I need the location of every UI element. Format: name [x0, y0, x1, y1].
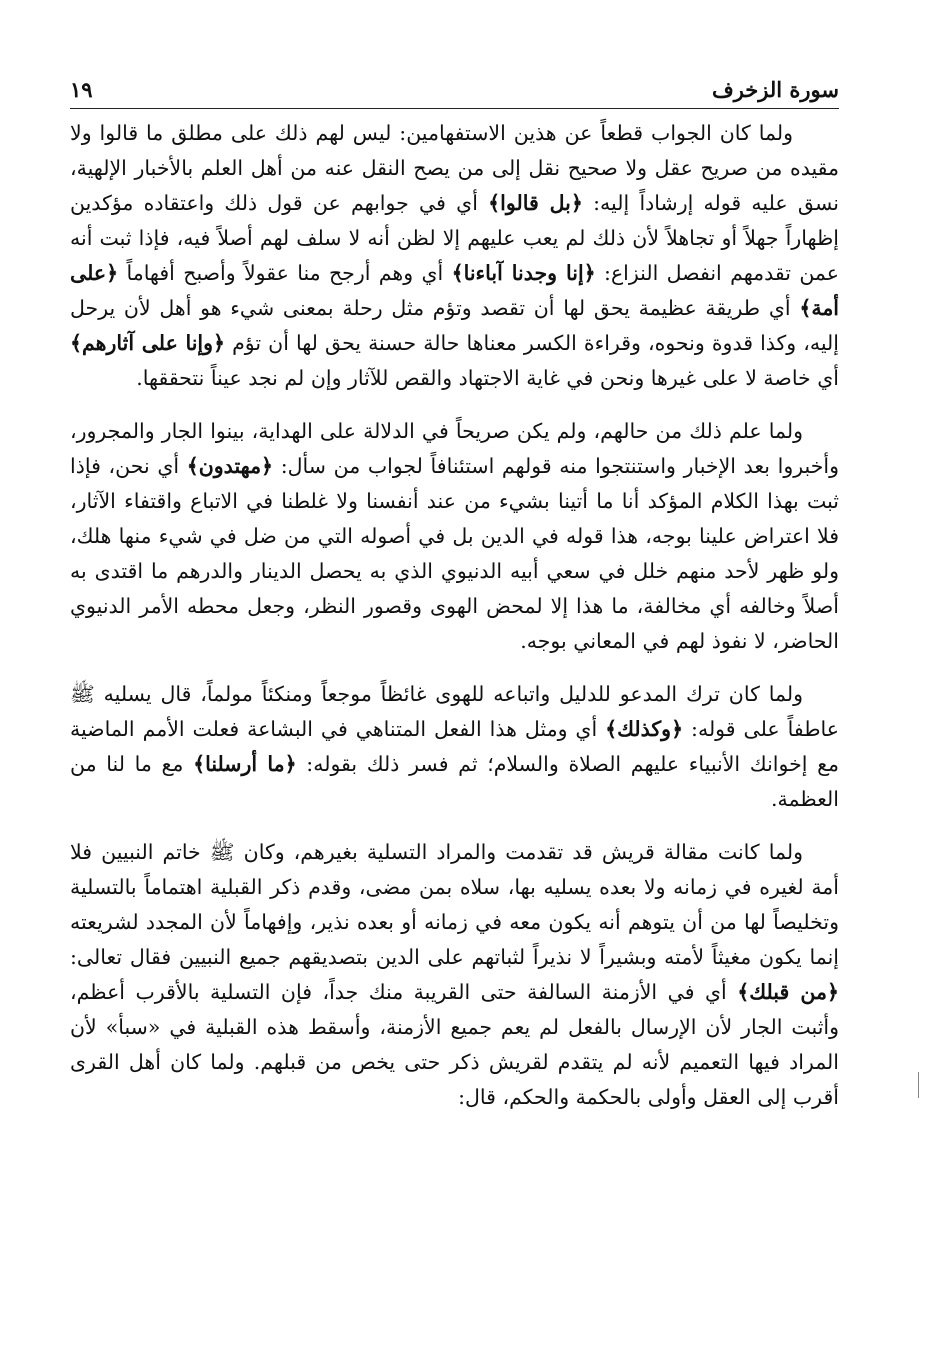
paragraph [70, 677, 839, 817]
running-header [70, 62, 839, 109]
text-segment: أي طريقة عظيمة يحق لها أن تقصد وتؤم مثل رحلة بمعنى شيء هو أهل لأن يرحل إليه، وكذا قدوة ونحوه، وقراءة الكسر معناها حالة حسنة يحق لها أن تؤم [70, 296, 839, 355]
paragraph [70, 116, 839, 396]
text-segment: ولما كانت مقالة قريش قد تقدمت والمراد التسلية بغيرهم، وكان ﷺ خاتم النبيين فلا أمة لغيره في زمانه ولا بعده يسليه بها، سلاه بمن مضى، وقدم ذكر القبلية اهتماماً بالتسلية وتخليصاً لها من أن يتوهم أنه يكون معه في زمانه أو بعده نذير، وإفهاماً لأن المجدد لشريعته إنما يكون مغيثاً لأمته وبشيراً لا نذيراً لثباتهم على الدين بتصديقهم جميع النبيين فقال تعالى: [70, 840, 839, 969]
text-segment: أي نحن، فإذا ثبت بهذا الكلام المؤكد أنا ما أتينا بشيء من عند أنفسنا ولا غلطنا في الاتباع واقتفاء الآثار، فلا اعتراض علينا بوجه، هذا قوله في الدين بل في أصوله التي من ضل في شيء منها هلك، ولو ظهر لأحد منهم خلل في سعي أبيه الدنيوي الذي به يحصل الدينار والدرهم ما اقتدى به أصلاً وخالفه أي مخالفة، ما هذا إلا لمحض الهوى وقصور النظر، وجعل محطه الأمر الدنيوي الحاضر، لا نفوذ لهم في المعاني بوجه. [70, 454, 839, 653]
quran-quote: ﴿بل قالوا﴾ [488, 191, 583, 215]
quran-quote: ﴿وكذلك﴾ [605, 717, 684, 741]
surah-title: سورة الزخرف [711, 77, 839, 102]
quran-quote: ﴿من قبلك﴾ [737, 980, 840, 1004]
text-segment: ولما كان الجواب قطعاً عن هذين الاستفهامين: ليس لهم ذلك على مطلق ما قالوا ولا مقيده من صريح عقل ولا صحيح نقل إلى من يصح النقل عنه من أهل العلم بالأخبار الإلهية، نسق عليه قوله إرشاداً إليه: [70, 121, 839, 215]
paragraph [70, 414, 839, 659]
text-segment: أي في الأزمنة السالفة حتى القريبة منك جداً، فإن التسلية بالأقرب أعظم، وأثبت الجار لأن الإرسال بالفعل لم يعم جميع الأزمنة، وأسقط هذه القبلية في «سبأ» لأن المراد فيها التعميم لأنه لم يتقدم لقريش ذكر حتى يخص من قبلهم. ولما كان أهل القرى أقرب إلى العقل وأولى بالحكمة والحكم، قال: [70, 980, 839, 1109]
text-segment: أي ومثل هذا الفعل المتناهي في البشاعة فعلت الأمم الماضية مع إخوانك الأنبياء عليهم الصلاة والسلام؛ ثم فسر ذلك بقوله: [70, 717, 839, 776]
text-segment: أي في جوابهم عن قول ذلك واعتقاده مؤكدين إظهاراً جهلاً أو تجاهلاً لأن ذلك لم يعب عليهم إلا لظن أنه لا سلف لهم أصلاً فيه، فإذا ثبت أنه عمن تقدمهم انفصل النزاع: [70, 191, 840, 285]
text-segment: ولما علم ذلك من حالهم، ولم يكن صريحاً في الدلالة على الهداية، بينوا الجار والمجرور، وأخبروا بعد الإخبار واستنتجوا منه قولهم استئنافاً لجواب من سأل: [70, 419, 839, 478]
quran-quote: ﴿إنا وجدنا آباءنا﴾ [451, 261, 596, 285]
quran-quote: ﴿وإنا على آثارهم﴾ [70, 331, 226, 355]
text-segment: مع ما لنا من العظمة. [70, 752, 839, 811]
quran-quote: ﴿ما أرسلنا﴾ [193, 752, 297, 776]
margin-mark [918, 1072, 919, 1098]
quran-quote: ﴿مهتدون﴾ [186, 454, 274, 478]
body-text [70, 116, 839, 1133]
quran-quote: ﴿على أمة﴾ [70, 261, 839, 320]
page-number: ١٩ [70, 77, 93, 102]
paragraph [70, 835, 839, 1115]
text-segment: أي وهم أرجح منا عقولاً وأصبح أفهاماً [118, 261, 452, 285]
text-segment: ولما كان ترك المدعو للدليل واتباعه للهوى غائظاً موجعاً ومنكئاً مولماً، قال يسليه ﷺ عاطفاً على قوله: [70, 682, 839, 741]
text-segment: أي خاصة لا على غيرها ونحن في غاية الاجتهاد والقص للآثار وإن لم نجد عيناً نتحققها. [136, 366, 839, 390]
